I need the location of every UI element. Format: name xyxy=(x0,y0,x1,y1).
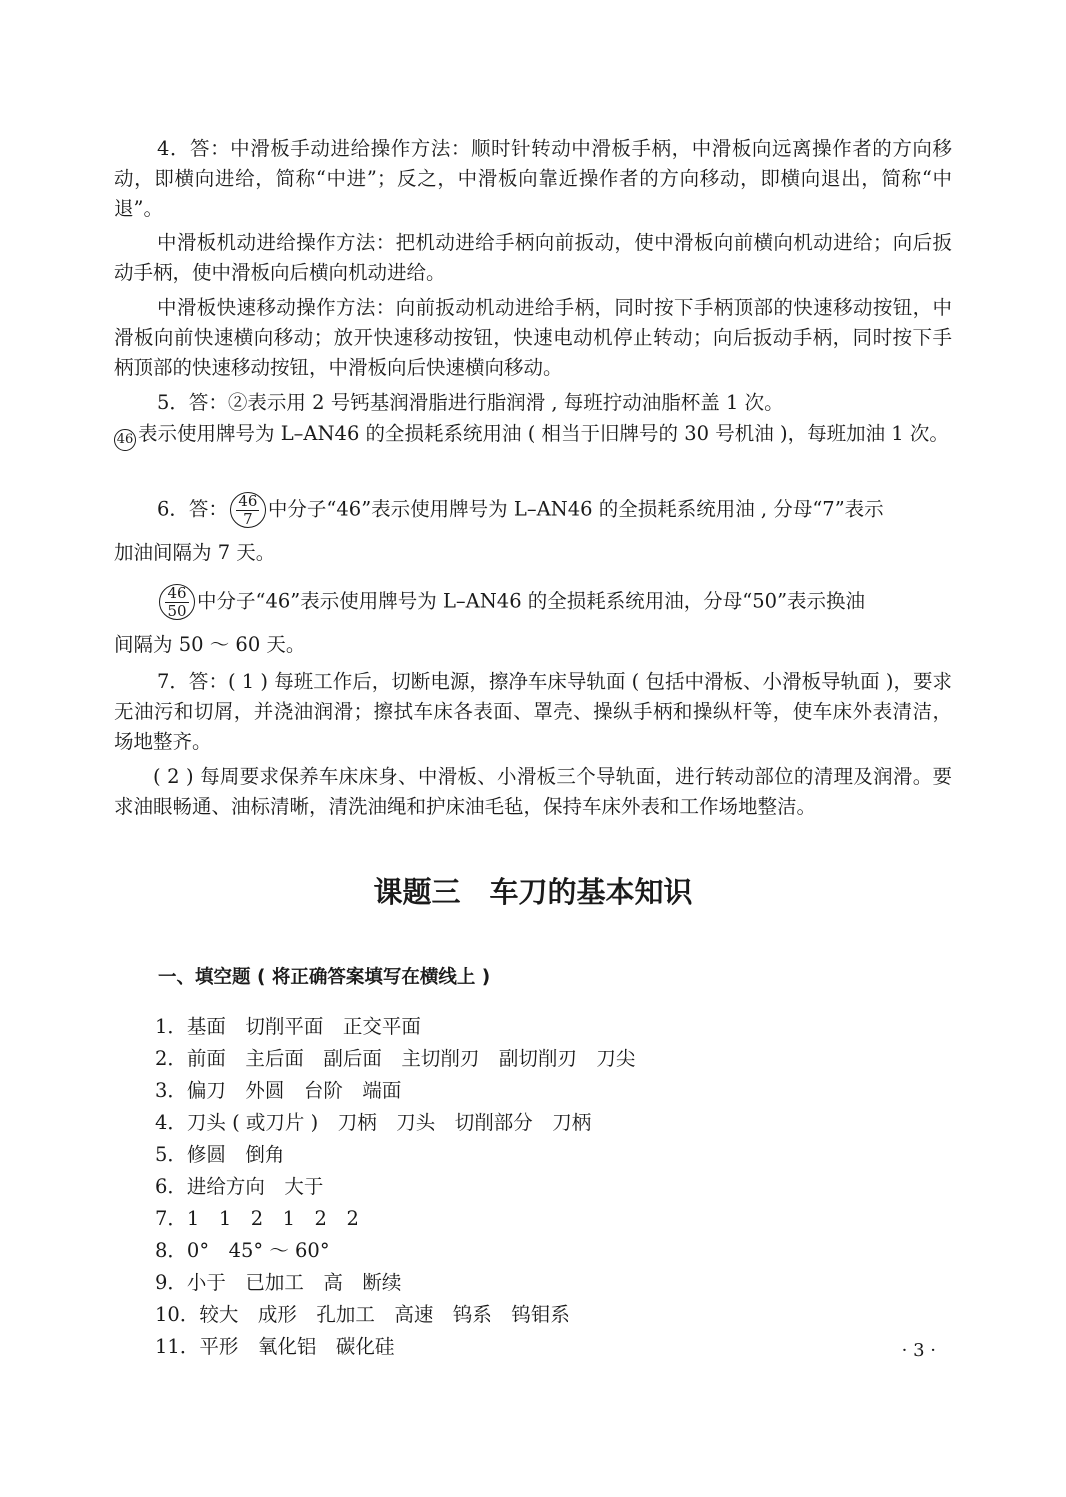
fraction-numerator: 46 xyxy=(167,583,187,602)
list-item: 3．偏刀 外圆 台阶 端面 xyxy=(155,1079,402,1102)
answer-6-text: 中分子“46”表示使用牌号为 L–AN46 的全损耗系统用油 , 分母“7”表示 xyxy=(267,497,884,521)
answer-6-line-2: 加油间隔为 7 天。 xyxy=(114,541,276,564)
list-item: 7．1 1 2 1 2 2 xyxy=(155,1207,359,1230)
answer-4-paragraph: 4．答：中滑板手动进给操作方法：顺时针转动中滑板手柄，中滑板向远离操作者的方向移动，即横向进给，简称“中进”；反之，中滑板向靠近操作者的方向移动，即横向退出，简称“中退”。 xyxy=(114,137,952,220)
list-item: 8．0° 45° ～ 60° xyxy=(155,1239,330,1262)
list-item: 5．修圆 倒角 xyxy=(155,1143,285,1166)
answer-6-line-3 xyxy=(157,584,865,620)
list-item: 2．前面 主后面 副后面 主切削刃 副切削刃 刀尖 xyxy=(155,1047,636,1070)
answer-7-paragraph: 7．答：( 1 ) 每班工作后，切断电源，擦净车床导轨面 ( 包括中滑板、小滑板导轨面 )，要求无油污和切屑，并浇油润滑；擦拭车床各表面、罩壳、操纵手柄和操纵杆等，使车床外表清洁，场地整齐。 xyxy=(114,670,952,753)
fraction-numerator: 46 xyxy=(238,491,258,510)
oil-symbol-46: 46 xyxy=(114,429,136,451)
answer-4-paragraph-2: 中滑板机动进给操作方法：把机动进给手柄向前扳动，使中滑板向前横向机动进给；向后扳动手柄，使中滑板向后横向机动进给。 xyxy=(114,231,952,284)
answer-6-line-1 xyxy=(157,492,884,528)
list-item: 11．平形 氧化铝 碳化硅 xyxy=(155,1335,395,1358)
oil-fraction-symbol-46-7 xyxy=(230,492,266,528)
page-number: · 3 · xyxy=(901,1340,936,1361)
list-item: 4．刀头 ( 或刀片 ) 刀柄 刀头 切削部分 刀柄 xyxy=(155,1111,592,1134)
answer-5-text-2: 表示使用牌号为 L–AN46 的全损耗系统用油 ( 相当于旧牌号的 30 号机油 )，每班加油 1 次。 xyxy=(138,422,949,445)
oil-fraction-symbol-46-50 xyxy=(159,584,195,620)
section-heading: 一、填空题 ( 将正确答案填写在横线上 ) xyxy=(158,967,491,988)
fraction-denominator: 50 xyxy=(167,601,187,620)
fraction-denominator: 7 xyxy=(243,509,253,528)
answer-6-line-4: 间隔为 50 ～ 60 天。 xyxy=(114,633,306,656)
answer-4-paragraph-3: 中滑板快速移动操作方法：向前扳动机动进给手柄，同时按下手柄顶部的快速移动按钮，中滑板向前快速横向移动；放开快速移动按钮，快速电动机停止转动；向后扳动手柄，同时按下手柄顶部的快速移动按钮，中滑板向后快速横向移动。 xyxy=(114,296,952,379)
answer-6-prefix: 6．答： xyxy=(157,497,228,521)
list-item: 6．进给方向 大于 xyxy=(155,1175,324,1198)
list-item: 9．小于 已加工 高 断续 xyxy=(155,1271,402,1294)
list-item: 10．较大 成形 孔加工 高速 钨系 钨钼系 xyxy=(155,1303,570,1326)
chapter-title: 课题三 车刀的基本知识 xyxy=(373,875,693,909)
answer-6-text-2: 中分子“46”表示使用牌号为 L–AN46 的全损耗系统用油，分母“50”表示换油 xyxy=(197,589,866,613)
list-item: 1．基面 切削平面 正交平面 xyxy=(155,1015,421,1038)
answer-5-paragraph: 5．答：②表示用 2 号钙基润滑脂进行脂润滑 , 每班拧动油脂杯盖 1 次。 xyxy=(157,391,784,414)
answer-7-paragraph-2: ( 2 ) 每周要求保养车床床身、中滑板、小滑板三个导轨面，进行转动部位的清理及润滑。要求油眼畅通、油标清晰，清洗油绳和护床油毛毡，保持车床外表和工作场地整洁。 xyxy=(114,765,952,818)
answer-5-paragraph-2 xyxy=(114,419,952,451)
